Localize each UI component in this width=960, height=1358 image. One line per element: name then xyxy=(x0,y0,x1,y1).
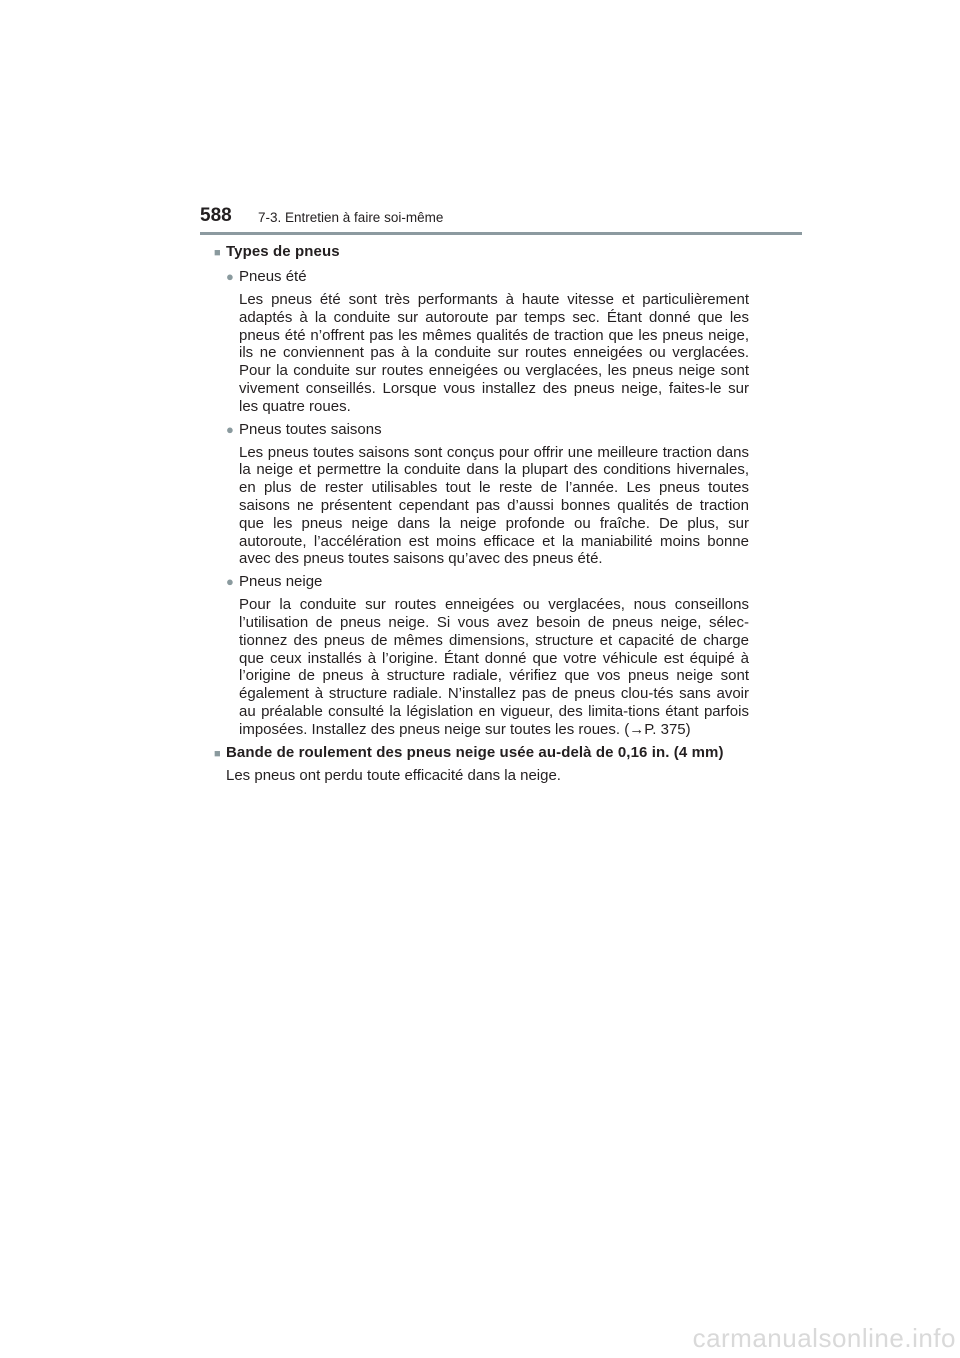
circle-bullet-icon: ● xyxy=(226,574,234,590)
section-title: 7-3. Entretien à faire soi-même xyxy=(258,210,444,225)
list-item xyxy=(226,420,749,440)
heading-text: Types de pneus xyxy=(226,243,340,260)
circle-bullet-icon: ● xyxy=(226,421,234,437)
item-title: Pneus toutes saisons xyxy=(239,420,382,438)
item-title: Pneus été xyxy=(239,268,307,285)
section-heading xyxy=(214,242,749,263)
heading-text: Bande de roulement des pneus neige usée au-delà de 0,16 in. (4 mm) xyxy=(226,743,724,761)
item-text: Pour la conduite sur routes enneigées ou verglacées, nous conseillons l’utilisation de pneus neige. Si vous avez besoin de pneus neige, sélec-tionnez des pneus de mêmes dimensions, structure et capacité de charge que ceux installés à l’origine. Étant donné que votre véhicule est équipé à l’origine de pneus à structure radiale, vérifiez que vos pneus neige sont également à structure radiale. N’installez pas de pneus clou-tés sans avoir au préalable consulté la législation en vigueur, des limita-tions étant parfois imposées. Installez des pneus neige sur toutes les roues. (→P. 375) xyxy=(239,596,749,738)
section-text: Les pneus ont perdu toute efficacité dans la neige. xyxy=(226,766,561,784)
section-heading xyxy=(214,743,749,764)
square-icon: ■ xyxy=(214,747,221,760)
page-number: 588 xyxy=(200,205,232,226)
header-rule xyxy=(200,232,802,235)
page-header xyxy=(200,205,802,235)
item-title: Pneus neige xyxy=(239,573,323,591)
item-text: Les pneus toutes saisons sont conçus pour offrir une meilleure traction dans la neige et permettre la conduite dans la plupart des conditions hivernales, en plus de rester utilisables tout le reste de l’année. Les pneus toutes saisons ne présentent cependant pas d’aussi bonnes qualités de traction que les pneus neige dans la neige profonde ou fraîche. De plus, sur autoroute, l’accélération est moins efficace et la maniabilité moins bonne avec des pneus toutes saisons qu’avec des pneus été. xyxy=(239,443,749,568)
list-item xyxy=(226,267,749,287)
page-content xyxy=(214,242,749,785)
watermark: carmanualsonline.info xyxy=(692,1323,956,1353)
square-icon: ■ xyxy=(214,247,221,259)
list-item xyxy=(226,572,749,592)
item-text: Les pneus été sont très performants à haute vitesse et particulièrement adaptés à la conduite sur autoroute par temps sec. Étant donné que les pneus été n’offrent pas les mêmes qualités de traction que les pneus neige, ils ne conviennent pas à la conduite sur routes enneigées ou verglacées. Pour la conduite sur routes enneigées ou verglacées, les pneus neige sont vivement conseillés. Lorsque vous installez des pneus neige, faites-le sur les quatre roues. xyxy=(239,291,749,415)
circle-bullet-icon: ● xyxy=(226,269,234,284)
